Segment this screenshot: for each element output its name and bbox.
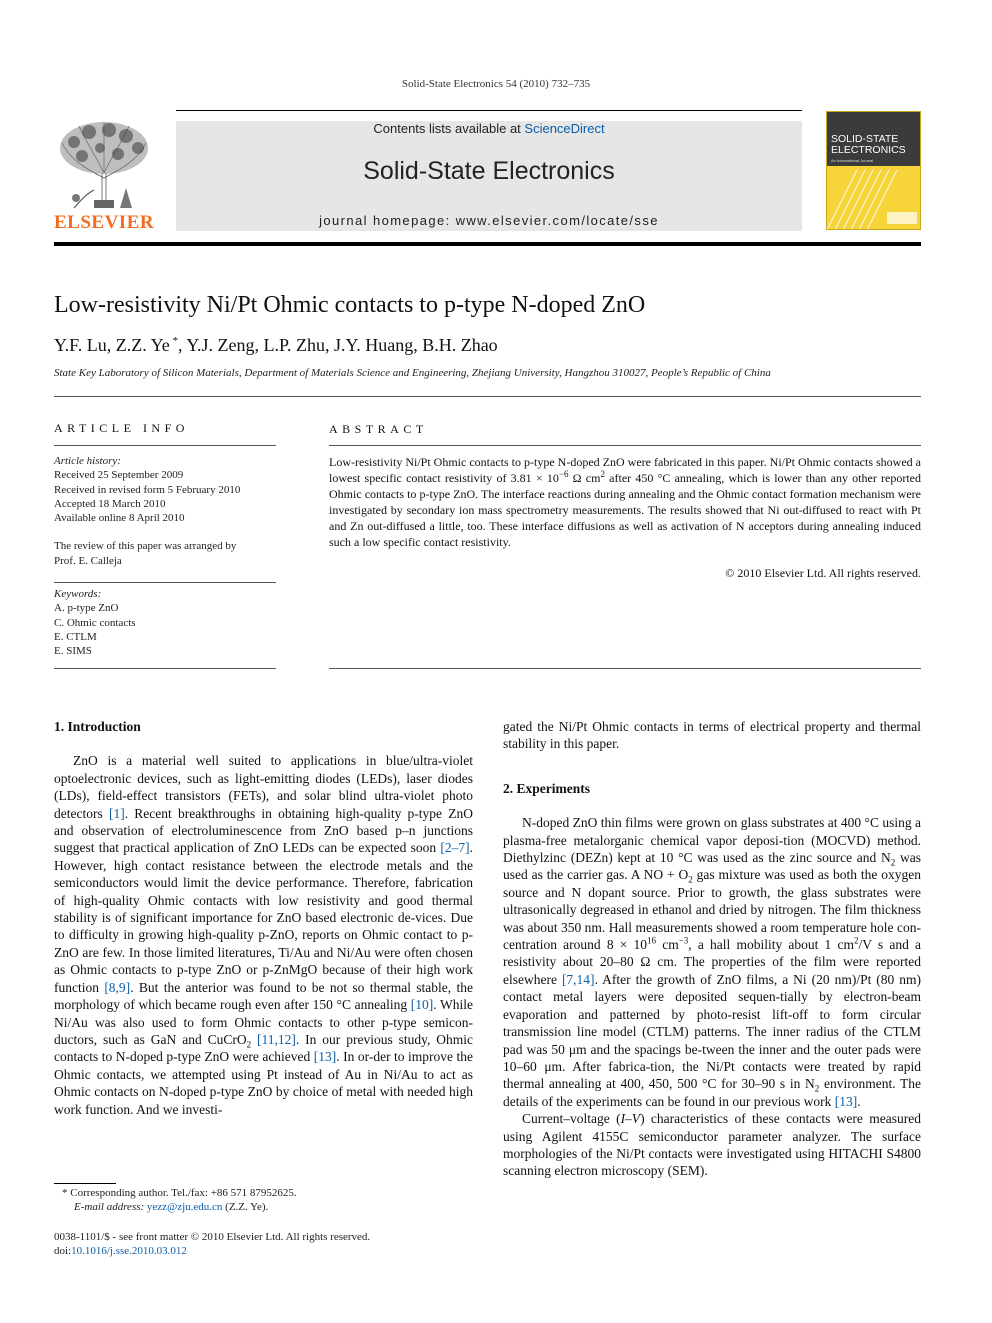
experiments-paragraph-1 bbox=[503, 814, 921, 1110]
keyword-item: A. p-type ZnO bbox=[54, 602, 119, 615]
exp-sup: 16 bbox=[647, 935, 657, 946]
experiments-paragraph-2 bbox=[503, 1110, 921, 1180]
section-heading-experiments: 2. Experiments bbox=[503, 780, 590, 796]
exp-text: , a hall mobility about 1 cm bbox=[688, 937, 854, 953]
reference-link[interactable]: [13] bbox=[834, 1093, 858, 1109]
abstract-sup: 2 bbox=[600, 469, 605, 479]
title-separator bbox=[54, 396, 921, 397]
doi-line bbox=[54, 1244, 554, 1258]
corresponding-author-mark[interactable]: * bbox=[169, 335, 179, 347]
info-rule-3 bbox=[54, 668, 276, 669]
exp-sub: 2 bbox=[688, 875, 693, 886]
journal-citation: Solid-State Electronics 54 (2010) 732–735 bbox=[401, 78, 591, 90]
reference-link[interactable]: [10] bbox=[410, 997, 434, 1013]
exp-italic: I–V bbox=[620, 1111, 641, 1127]
authors-part-2: , Y.J. Zeng, L.P. Zhu, J.Y. Huang, B.H. Zhao bbox=[178, 335, 498, 355]
exp-text: /V s and a resistivity about 20–80 Ω cm. The properties of the film were reported elsewhere bbox=[503, 937, 921, 987]
exp-sub: 2 bbox=[814, 1084, 820, 1094]
keywords-label: Keywords: bbox=[54, 588, 102, 600]
exp-text: N-doped ZnO thin films were grown on glass substrates at 400 °C using a plasma-free metalorganic chemical vapor deposi-tion (MOCVD) method. Diethylzinc (DEZn) kept at 10 °C was used as the zinc source and N bbox=[503, 815, 921, 866]
doi-link[interactable]: 10.1016/j.sse.2010.03.012 bbox=[71, 1245, 187, 1257]
reference-link[interactable]: [11,12] bbox=[257, 1031, 296, 1047]
history-revised: Received in revised form 5 February 2010 bbox=[54, 483, 241, 496]
body-left-column bbox=[54, 718, 473, 1118]
intro-text: . In our previous study, Ohmic contacts to N-doped p-type ZnO were achieved bbox=[54, 1031, 473, 1065]
keyword-item: C. Ohmic contacts bbox=[54, 616, 136, 629]
journal-homepage[interactable]: journal homepage: www.elsevier.com/locate/sse bbox=[319, 213, 659, 228]
keywords-block bbox=[54, 587, 276, 658]
email-link[interactable]: yezz@zju.edu.cn bbox=[146, 1201, 223, 1213]
exp-text: . After the growth of ZnO films, a Ni (20 nm)/Pt (80 nm) contact metal layers were deposited sequen-tially by electron-beam evaporation and patterned by photo-resist lift-off to form circular transmission line model (CTLM) patterns. The inner radius of the CTLM pad was 50 μm and the spacings be-tween the inner and the outer pads were 10–60 μm. After fabrica-tion, the Ni/Pt contacts were treated by rapid thermal annealing at 400, 450, 500 °C for 30–90 s in N bbox=[503, 971, 921, 1092]
reference-link[interactable]: [13] bbox=[313, 1049, 337, 1065]
publisher-wordmark: ELSEVIER bbox=[54, 212, 155, 233]
exp-text: ) characteristics of these contacts were measured using Agilent 4155C semiconductor parameter analyzer. The surface morphologies of the Ni/Pt contacts were investigated using HITACHI S4800 scanning electron microscopy (SEM). bbox=[503, 1111, 921, 1179]
cover-title: SOLID-STATE ELECTRONICS bbox=[831, 133, 906, 156]
sciencedirect-link[interactable]: ScienceDirect bbox=[524, 121, 605, 136]
intro-paragraph bbox=[54, 752, 473, 1118]
history-received: Received 25 September 2009 bbox=[54, 469, 184, 482]
cover-stripes-icon bbox=[827, 166, 920, 230]
review-note-line-2: Prof. E. Calleja bbox=[54, 554, 122, 567]
email-suffix: (Z.Z. Ye). bbox=[222, 1201, 269, 1213]
article-title: Low-resistivity Ni/Pt Ohmic contacts to p-type N-doped ZnO bbox=[54, 292, 646, 318]
history-label: Article history: bbox=[54, 455, 121, 467]
abstract-sup: −6 bbox=[558, 469, 569, 479]
author-affiliation: State Key Laboratory of Silicon Materials, Department of Materials Science and Engineering, Zhejiang University, Hangzhou 310027, People’s Republic of China bbox=[54, 367, 771, 379]
header-thick-rule bbox=[54, 242, 921, 246]
keyword-item: E. SIMS bbox=[54, 645, 92, 658]
abstract-rule-top bbox=[329, 445, 921, 446]
reference-link[interactable]: [8,9] bbox=[104, 979, 131, 995]
intro-text: . However, high contact resistance between the electrode metals and the semiconductors would limit the device performance. Therefore, fabrication of high-quality Ohmic contacts with low resistivity and good thermal stability is of significant importance for ZnO based electronic de-vices. Due to difficulty in growing high-quality p-ZnO, reports on Ohmic contact to p-ZnO are few. In those limited literatures, Ti/Au and Ni/Au were often chosen as Ohmic contacts to p-type ZnO or p-ZnMgO because of their high work function bbox=[54, 840, 473, 995]
intro-text: . In or-der to improve the Ohmic contacts, we attempted using Pt instead of Au in Ni/Au to act as Ohmic contacts on N-doped p-type ZnO by choice of metal with needed high work function. And we investi- bbox=[54, 1049, 474, 1117]
email-label: E-mail address: bbox=[74, 1201, 147, 1213]
issn-line: 0038-1101/$ - see front matter © 2010 Elsevier Ltd. All rights reserved. bbox=[54, 1231, 371, 1243]
author-list bbox=[54, 335, 921, 356]
doi-prefix: doi: bbox=[54, 1245, 72, 1257]
exp-text: gas mixture was used as both the oxygen source and N dopant source. Prior to growth, the glass substrates were ultrasonically degreased in ethanol and dried by nitrogen. The film thickness was about 350 nm. Hall measurements showed a room temperature hole con-centration around 8 × 10 bbox=[503, 867, 921, 953]
abstract-part: Ω cm bbox=[568, 471, 601, 485]
exp-text: Current–voltage ( bbox=[522, 1111, 621, 1127]
intro-text: ZnO is a material well suited to applications in blue/ultra-violet optoelectronic devices, such as light-emitting diodes (LEDs), laser diodes (LDs), field-effect transistors (FETs), and solar blind ultra-violet photo detectors bbox=[54, 753, 473, 821]
article-history bbox=[54, 454, 276, 568]
issn-doi-note bbox=[54, 1230, 554, 1258]
exp-text: was used as the carrier gas. A NO + O bbox=[503, 850, 921, 883]
abstract-part: after 450 °C annealing, which is lower than any other reported Ohmic contacts to p-type ZnO. The interface reactions during annealing and the Ohmic contact formation mechanism were investigated by secondary ion mass spectrometry measurements. The results showed that Ni out-diffused to react with Pt and Zn out-diffused a little, too. These interface diffusions as well as activation of N acceptors during annealing induced such a low specific contact resistivity. bbox=[329, 471, 922, 549]
exp-sup: −3 bbox=[678, 935, 689, 946]
abstract-copyright: © 2010 Elsevier Ltd. All rights reserved. bbox=[725, 566, 921, 580]
contents-availability bbox=[176, 121, 802, 136]
body-right-column bbox=[503, 718, 921, 1180]
intro-text: . But the anterior was found to be not so thermal stable, the morphology of which became rough even after 150 °C annealing bbox=[54, 979, 473, 1013]
footnote bbox=[54, 1186, 474, 1214]
exp-text: cm bbox=[656, 937, 679, 953]
reference-link[interactable]: [7,14] bbox=[561, 971, 595, 987]
abstract-text bbox=[329, 454, 921, 550]
exp-sup: 2 bbox=[853, 935, 859, 946]
corresponding-author-note: * Corresponding author. Tel./fax: +86 571 87952625. bbox=[62, 1187, 297, 1199]
exp-text: . bbox=[857, 1093, 861, 1109]
abstract-heading: ABSTRACT bbox=[329, 422, 428, 436]
exp-text: environment. The details of the experiments can be found in our previous work bbox=[503, 1076, 921, 1109]
abstract-part: Low-resistivity Ni/Pt Ohmic contacts to p-type N-doped ZnO were fabricated in this paper. Ni/Pt Ohmic contacts showed a lowest specific contact resistivity of 3.81 × 10 bbox=[329, 455, 921, 485]
review-note-line-1: The review of this paper was arranged by bbox=[54, 540, 237, 553]
contents-prefix: Contents lists available at bbox=[373, 121, 525, 136]
intro-text: . Recent breakthroughs in obtaining high-quality p-type ZnO and observation of electroluminescence from ZnO based p–n junctions suggest that practical application of ZnO LEDs can be expected soon bbox=[54, 805, 473, 856]
cover-subtitle: An International Journal bbox=[831, 158, 874, 163]
history-online: Available online 8 April 2010 bbox=[54, 512, 185, 525]
reference-link[interactable]: [2–7] bbox=[440, 840, 470, 856]
footnote-rule bbox=[54, 1183, 116, 1184]
history-accepted: Accepted 18 March 2010 bbox=[54, 497, 166, 510]
intro-continuation: gated the Ni/Pt Ohmic contacts in terms of electrical property and thermal stability in this paper. bbox=[503, 719, 921, 752]
abstract-rule-bottom bbox=[329, 668, 921, 669]
section-heading-introduction: 1. Introduction bbox=[54, 719, 141, 734]
exp-sub: 2 bbox=[890, 857, 896, 868]
info-rule-1 bbox=[54, 445, 276, 446]
journal-title: Solid-State Electronics bbox=[363, 157, 615, 185]
article-info-heading: ARTICLE INFO bbox=[54, 421, 189, 435]
header-top-rule bbox=[176, 110, 802, 111]
email-note bbox=[54, 1200, 474, 1214]
intro-text: . While Ni/Au was also used to form Ohmic contacts to other p-type semicon-ductors, such as GaN and CuCrO bbox=[54, 997, 473, 1047]
authors-part-1: Y.F. Lu, Z.Z. Ye bbox=[54, 335, 170, 355]
info-rule-2 bbox=[54, 582, 276, 583]
intro-sub: 2 bbox=[246, 1039, 252, 1050]
journal-cover-thumbnail bbox=[826, 111, 921, 230]
keyword-item: E. CTLM bbox=[54, 630, 97, 643]
reference-link[interactable]: [1] bbox=[108, 805, 125, 821]
